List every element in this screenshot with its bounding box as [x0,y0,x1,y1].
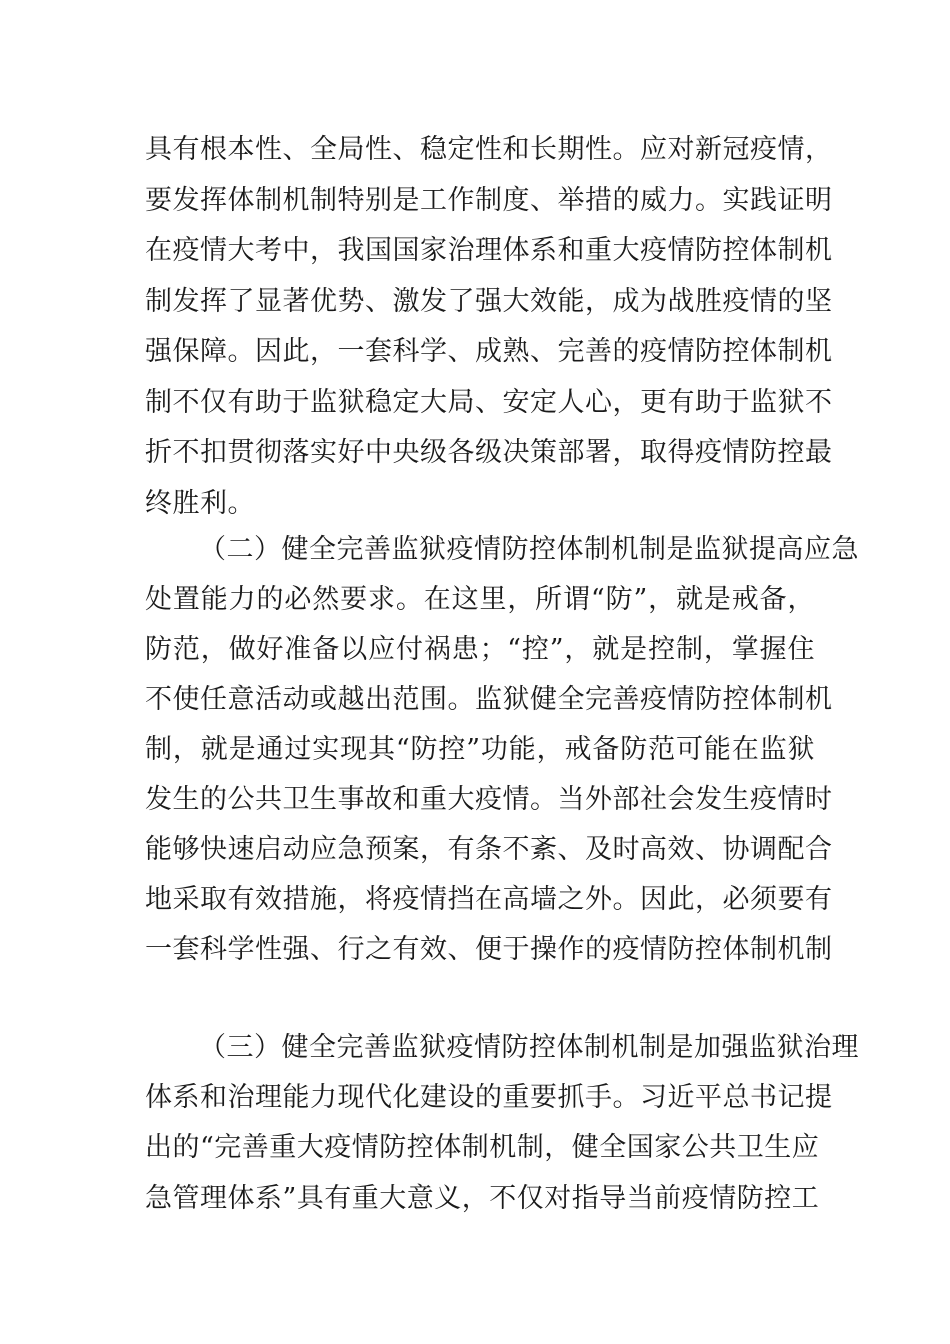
paragraph-1-line-2: 要发挥体制机制特别是工作制度、举措的威力。实践证明 [145,185,833,216]
paragraph-3-line-1: （三）健全完善监狱疫情防控体制机制是加强监狱治理 [199,1032,859,1063]
paragraph-2-line-3: 防范，做好准备以应付祸患；“控”，就是控制，掌握住 [145,634,815,665]
paragraph-2-line-9: 一套科学性强、行之有效、便于操作的疫情防控体制机制 [145,934,833,965]
paragraph-2-line-2: 处置能力的必然要求。在这里，所谓“防”，就是戒备， [145,584,815,615]
paragraph-1-line-6: 制不仅有助于监狱稳定大局、安定人心，更有助于监狱不 [145,387,833,418]
paragraph-1-line-8: 终胜利。 [145,488,255,519]
paragraph-2-line-4: 不使任意活动或越出范围。监狱健全完善疫情防控体制机 [145,684,833,715]
paragraph-2-line-8: 地采取有效措施，将疫情挡在高墙之外。因此，必须要有 [145,884,833,915]
paragraph-3-line-2: 体系和治理能力现代化建设的重要抓手。习近平总书记提 [145,1082,833,1113]
paragraph-1-line-7: 折不扣贯彻落实好中央级各级决策部署，取得疫情防控最 [145,437,833,468]
paragraph-1-line-4: 制发挥了显著优势、激发了强大效能，成为战胜疫情的坚 [145,286,833,317]
paragraph-1-line-5: 强保障。因此，一套科学、成熟、完善的疫情防控体制机 [145,336,833,367]
paragraph-1-line-3: 在疫情大考中，我国国家治理体系和重大疫情防控体制机 [145,235,833,266]
paragraph-3-line-3: 出的“完善重大疫情防控体制机制，健全国家公共卫生应 [145,1132,820,1163]
paragraph-1-line-1: 具有根本性、全局性、稳定性和长期性。应对新冠疫情， [145,134,833,165]
paragraph-2-line-1: （二）健全完善监狱疫情防控体制机制是监狱提高应急 [199,534,859,565]
paragraph-2-line-5: 制，就是通过实现其“防控”功能，戒备防范可能在监狱 [145,734,815,765]
paragraph-2-line-7: 能够快速启动应急预案，有条不紊、及时高效、协调配合 [145,834,833,865]
paragraph-3-line-4: 急管理体系”具有重大意义，不仅对指导当前疫情防控工 [145,1183,820,1214]
paragraph-2-line-6: 发生的公共卫生事故和重大疫情。当外部社会发生疫情时 [145,784,833,815]
